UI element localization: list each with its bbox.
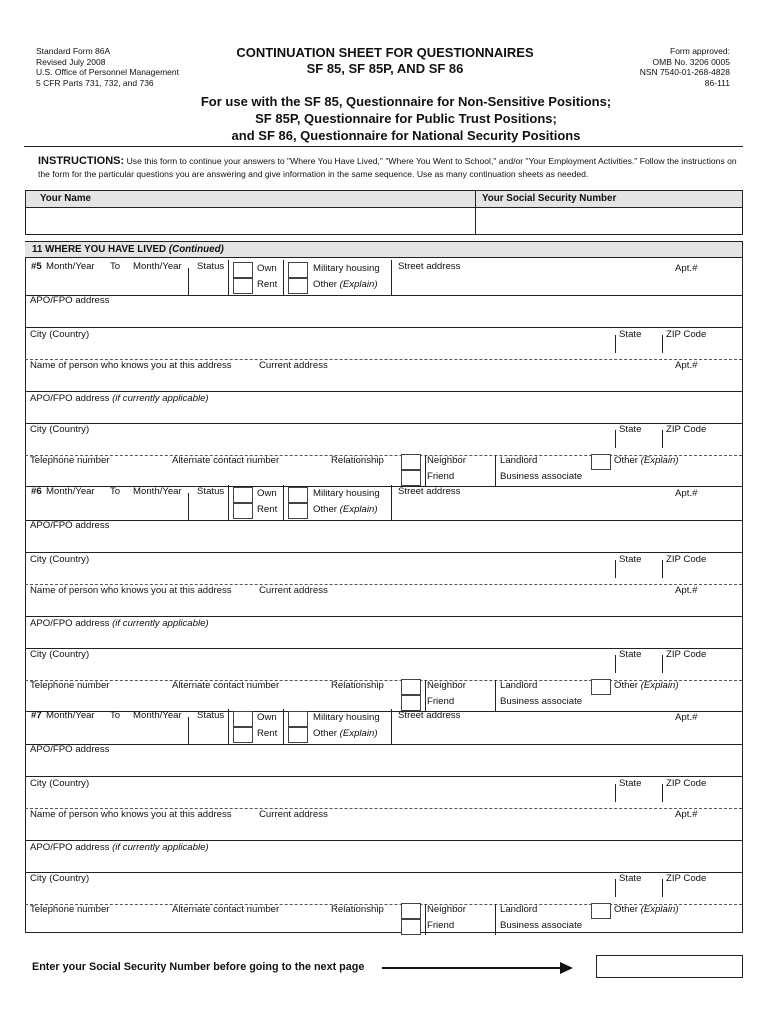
neighbor-label: Neighbor <box>427 455 466 466</box>
person-name-input[interactable] <box>30 822 250 837</box>
landlord-divider <box>495 680 496 711</box>
form-code: 86-111 <box>704 77 730 88</box>
relationship-other-explain-label: Other (Explain) <box>614 680 679 691</box>
footer-instruction: Enter your Social Security Number before going to the next page <box>32 961 365 973</box>
other-explain-label: Other (Explain) <box>313 279 378 290</box>
other-explain-label: Other (Explain) <box>313 728 378 739</box>
landlord-label: Landlord <box>500 455 538 466</box>
current-city-country-label: City (Country) <box>30 424 90 435</box>
form-number: Standard Form 86A <box>36 46 111 56</box>
military-housing-checkbox[interactable] <box>288 711 308 727</box>
instructions-text: Use this form to continue your answers to "Where You Have Lived," "Where You Went to School," and/or "Your Employment Activities." Follow the instructions on the form for the particular questions you are answering and give information in the same sequence. Use as many continuation sheets as needed. <box>38 156 737 179</box>
form-subtitle <box>0 93 770 144</box>
apo-fpo-input[interactable] <box>135 746 735 774</box>
month-year-divider <box>188 717 189 744</box>
current-apt-label: Apt.# <box>675 809 698 820</box>
state-divider <box>615 784 616 802</box>
instructions <box>38 155 738 181</box>
to-month-year-label: Month/Year <box>133 261 182 272</box>
identity-divider <box>475 191 476 234</box>
row-rule <box>25 776 742 777</box>
zip-label: ZIP Code <box>666 778 707 789</box>
alt-contact-input[interactable] <box>172 917 322 932</box>
friend-label: Friend <box>427 920 455 931</box>
friend-checkbox[interactable] <box>401 695 421 711</box>
from-month-year-label: Month/Year <box>46 261 95 272</box>
row-rule <box>25 616 742 617</box>
omb-number: OMB No. 3206 0005 <box>652 56 730 67</box>
friend-label: Friend <box>427 471 455 482</box>
state-label: State <box>619 778 642 789</box>
to-label: To <box>110 710 121 721</box>
zip-label: ZIP Code <box>666 329 707 340</box>
apt-label: Apt.# <box>675 488 698 499</box>
current-apo-fpo-label: APO/FPO address (if currently applicable) <box>30 393 209 404</box>
current-apo-fpo-label: APO/FPO address (if currently applicable) <box>30 842 209 853</box>
form-revision: Revised July 2008 <box>36 56 106 67</box>
business-associate-label: Business associate <box>500 920 583 931</box>
current-city-country-label: City (Country) <box>30 649 90 660</box>
apt-label: Apt.# <box>675 263 698 274</box>
form-cfr: 5 CFR Parts 731, 732, and 736 <box>36 77 154 88</box>
subtitle-line-2: SF 85P, Questionnaire for Public Trust Positions; <box>255 111 557 126</box>
person-name-input[interactable] <box>30 373 250 388</box>
business-associate-label: Business associate <box>500 696 583 707</box>
current-zip-divider <box>662 430 663 448</box>
person-knows-label: Name of person who knows you at this address <box>30 360 232 371</box>
alt-contact-label: Alternate contact number <box>172 904 280 915</box>
apt-label: Apt.# <box>675 712 698 723</box>
current-zip-label: ZIP Code <box>666 424 707 435</box>
alt-contact-label: Alternate contact number <box>172 455 280 466</box>
state-divider <box>615 335 616 353</box>
street-address-input[interactable] <box>425 272 665 292</box>
alt-contact-label: Alternate contact number <box>172 680 280 691</box>
section-title: WHERE YOU HAVE LIVED <box>45 244 167 255</box>
current-zip-divider <box>662 879 663 897</box>
business-associate-label: Business associate <box>500 471 583 482</box>
current-state-divider <box>615 879 616 897</box>
current-address-label: Current address <box>259 585 328 596</box>
subtitle-line-3: and SF 86, Questionnaire for National Security Positions <box>231 128 581 143</box>
current-state-divider <box>615 430 616 448</box>
section-number: 11 <box>32 244 43 255</box>
row-rule <box>25 840 742 841</box>
ssn-label: Your Social Security Number <box>482 193 617 204</box>
state-divider <box>615 560 616 578</box>
zip-divider <box>662 784 663 802</box>
landlord-divider <box>495 904 496 935</box>
zip-label: ZIP Code <box>666 554 707 565</box>
arrow-right-icon <box>382 961 574 975</box>
rent-label: Rent <box>257 279 278 290</box>
city-country-label: City (Country) <box>30 554 90 565</box>
alt-contact-input[interactable] <box>172 693 322 708</box>
other-checkbox[interactable] <box>288 727 308 743</box>
current-state-label: State <box>619 424 642 435</box>
own-divider <box>283 485 284 520</box>
rent-checkbox[interactable] <box>233 278 253 294</box>
to-label: To <box>110 261 121 272</box>
section-header-rule <box>25 257 742 258</box>
military-housing-label: Military housing <box>313 263 380 274</box>
row-rule <box>25 520 742 521</box>
current-address-input[interactable] <box>259 822 659 837</box>
section-11-header <box>25 242 742 257</box>
street-address-label: Street address <box>398 261 461 272</box>
city-country-label: City (Country) <box>30 329 90 340</box>
current-address-label: Current address <box>259 360 328 371</box>
status-label: Status <box>197 710 225 721</box>
row-rule <box>25 552 742 553</box>
relationship-label: Relationship <box>331 680 384 691</box>
from-month-year-label: Month/Year <box>46 486 95 497</box>
current-address-input[interactable] <box>259 598 659 613</box>
footer-ssn-field[interactable] <box>596 955 743 978</box>
apo-fpo-input[interactable] <box>135 297 735 325</box>
neighbor-checkbox[interactable] <box>401 454 421 470</box>
military-housing-label: Military housing <box>313 488 380 499</box>
instructions-heading: INSTRUCTIONS: <box>38 155 125 167</box>
header-rule <box>24 146 743 147</box>
current-zip-divider <box>662 655 663 673</box>
city-country-input[interactable] <box>30 567 610 582</box>
status-label: Status <box>197 261 225 272</box>
street-address-label: Street address <box>398 710 461 721</box>
city-country-input[interactable] <box>30 791 610 806</box>
entry-number: #7 <box>31 710 42 721</box>
current-state-divider <box>615 655 616 673</box>
landlord-divider <box>495 455 496 486</box>
telephone-label: Telephone number <box>30 680 110 691</box>
street-address-input[interactable] <box>425 721 665 741</box>
state-label: State <box>619 554 642 565</box>
street-divider <box>391 709 392 744</box>
neighbor-divider <box>425 455 426 486</box>
landlord-label: Landlord <box>500 904 538 915</box>
row-rule <box>25 744 742 745</box>
own-checkbox[interactable] <box>233 711 253 727</box>
other-explain-label: Other (Explain) <box>313 504 378 515</box>
current-apo-fpo-label: APO/FPO address (if currently applicable) <box>30 618 209 629</box>
to-label: To <box>110 486 121 497</box>
rent-checkbox[interactable] <box>233 503 253 519</box>
relationship-label: Relationship <box>331 455 384 466</box>
military-housing-label: Military housing <box>313 712 380 723</box>
rent-label: Rent <box>257 504 278 515</box>
neighbor-label: Neighbor <box>427 680 466 691</box>
apo-fpo-label: APO/FPO address <box>30 295 110 306</box>
telephone-label: Telephone number <box>30 904 110 915</box>
title-line-1: CONTINUATION SHEET FOR QUESTIONNAIRES <box>236 45 534 60</box>
apo-fpo-input[interactable] <box>135 522 735 550</box>
entry-number: #6 <box>31 486 42 497</box>
friend-checkbox[interactable] <box>401 470 421 486</box>
current-apt-label: Apt.# <box>675 585 698 596</box>
identity-block <box>25 190 743 235</box>
section-continued: (Continued) <box>168 244 224 255</box>
friend-checkbox[interactable] <box>401 919 421 935</box>
other-relationship-checkbox[interactable] <box>591 679 611 695</box>
your-name-label: Your Name <box>40 193 91 204</box>
to-month-year-label: Month/Year <box>133 486 182 497</box>
other-checkbox[interactable] <box>288 503 308 519</box>
rent-checkbox[interactable] <box>233 727 253 743</box>
form-agency: U.S. Office of Personnel Management <box>36 67 180 77</box>
current-state-label: State <box>619 649 642 660</box>
military-housing-checkbox[interactable] <box>288 487 308 503</box>
own-checkbox[interactable] <box>233 262 253 278</box>
current-zip-label: ZIP Code <box>666 649 707 660</box>
title-line-2: SF 85, SF 85P, AND SF 86 <box>306 61 464 76</box>
from-month-year-label: Month/Year <box>46 710 95 721</box>
neighbor-checkbox[interactable] <box>401 903 421 919</box>
month-year-divider <box>188 493 189 520</box>
approval-line-1: Form approved: <box>670 46 730 56</box>
to-month-year-label: Month/Year <box>133 710 182 721</box>
own-divider <box>283 260 284 295</box>
person-knows-label: Name of person who knows you at this address <box>30 585 232 596</box>
other-relationship-checkbox[interactable] <box>591 454 611 470</box>
zip-divider <box>662 560 663 578</box>
neighbor-label: Neighbor <box>427 904 466 915</box>
current-city-country-label: City (Country) <box>30 873 90 884</box>
street-divider <box>391 485 392 520</box>
current-zip-label: ZIP Code <box>666 873 707 884</box>
neighbor-divider <box>425 904 426 935</box>
friend-label: Friend <box>427 696 455 707</box>
person-name-input[interactable] <box>30 598 250 613</box>
row-rule <box>25 295 742 296</box>
telephone-input[interactable] <box>30 917 165 932</box>
status-label: Status <box>197 486 225 497</box>
telephone-input[interactable] <box>30 468 165 483</box>
relationship-other-explain-label: Other (Explain) <box>614 455 679 466</box>
own-label: Own <box>257 263 277 274</box>
entry-number: #5 <box>31 261 42 272</box>
other-relationship-checkbox[interactable] <box>591 903 611 919</box>
nsn-number: NSN 7540-01-268-4828 <box>639 67 730 77</box>
alt-contact-input[interactable] <box>172 468 322 483</box>
current-address-input[interactable] <box>259 373 659 388</box>
relationship-other-explain-label: Other (Explain) <box>614 904 679 915</box>
apo-fpo-label: APO/FPO address <box>30 744 110 755</box>
street-address-label: Street address <box>398 486 461 497</box>
month-year-divider <box>188 268 189 295</box>
neighbor-checkbox[interactable] <box>401 679 421 695</box>
own-checkbox[interactable] <box>233 487 253 503</box>
apo-fpo-label: APO/FPO address <box>30 520 110 531</box>
telephone-input[interactable] <box>30 693 165 708</box>
own-label: Own <box>257 488 277 499</box>
city-country-label: City (Country) <box>30 778 90 789</box>
landlord-label: Landlord <box>500 680 538 691</box>
status-divider <box>228 485 229 520</box>
own-divider <box>283 709 284 744</box>
row-rule <box>25 391 742 392</box>
subtitle-line-1: For use with the SF 85, Questionnaire for Non-Sensitive Positions; <box>200 94 612 109</box>
status-divider <box>228 260 229 295</box>
zip-divider <box>662 335 663 353</box>
ssn-field[interactable] <box>478 209 740 232</box>
status-divider <box>228 709 229 744</box>
own-label: Own <box>257 712 277 723</box>
current-address-label: Current address <box>259 809 328 820</box>
telephone-label: Telephone number <box>30 455 110 466</box>
city-country-input[interactable] <box>30 342 610 357</box>
rent-label: Rent <box>257 728 278 739</box>
row-rule <box>25 327 742 328</box>
person-knows-label: Name of person who knows you at this address <box>30 809 232 820</box>
street-address-input[interactable] <box>425 497 665 517</box>
identity-header <box>26 191 742 208</box>
street-divider <box>391 260 392 295</box>
current-state-label: State <box>619 873 642 884</box>
state-label: State <box>619 329 642 340</box>
current-apt-label: Apt.# <box>675 360 698 371</box>
other-checkbox[interactable] <box>288 278 308 294</box>
relationship-label: Relationship <box>331 904 384 915</box>
military-housing-checkbox[interactable] <box>288 262 308 278</box>
form-approval <box>640 46 730 88</box>
neighbor-divider <box>425 680 426 711</box>
your-name-field[interactable] <box>28 209 472 232</box>
